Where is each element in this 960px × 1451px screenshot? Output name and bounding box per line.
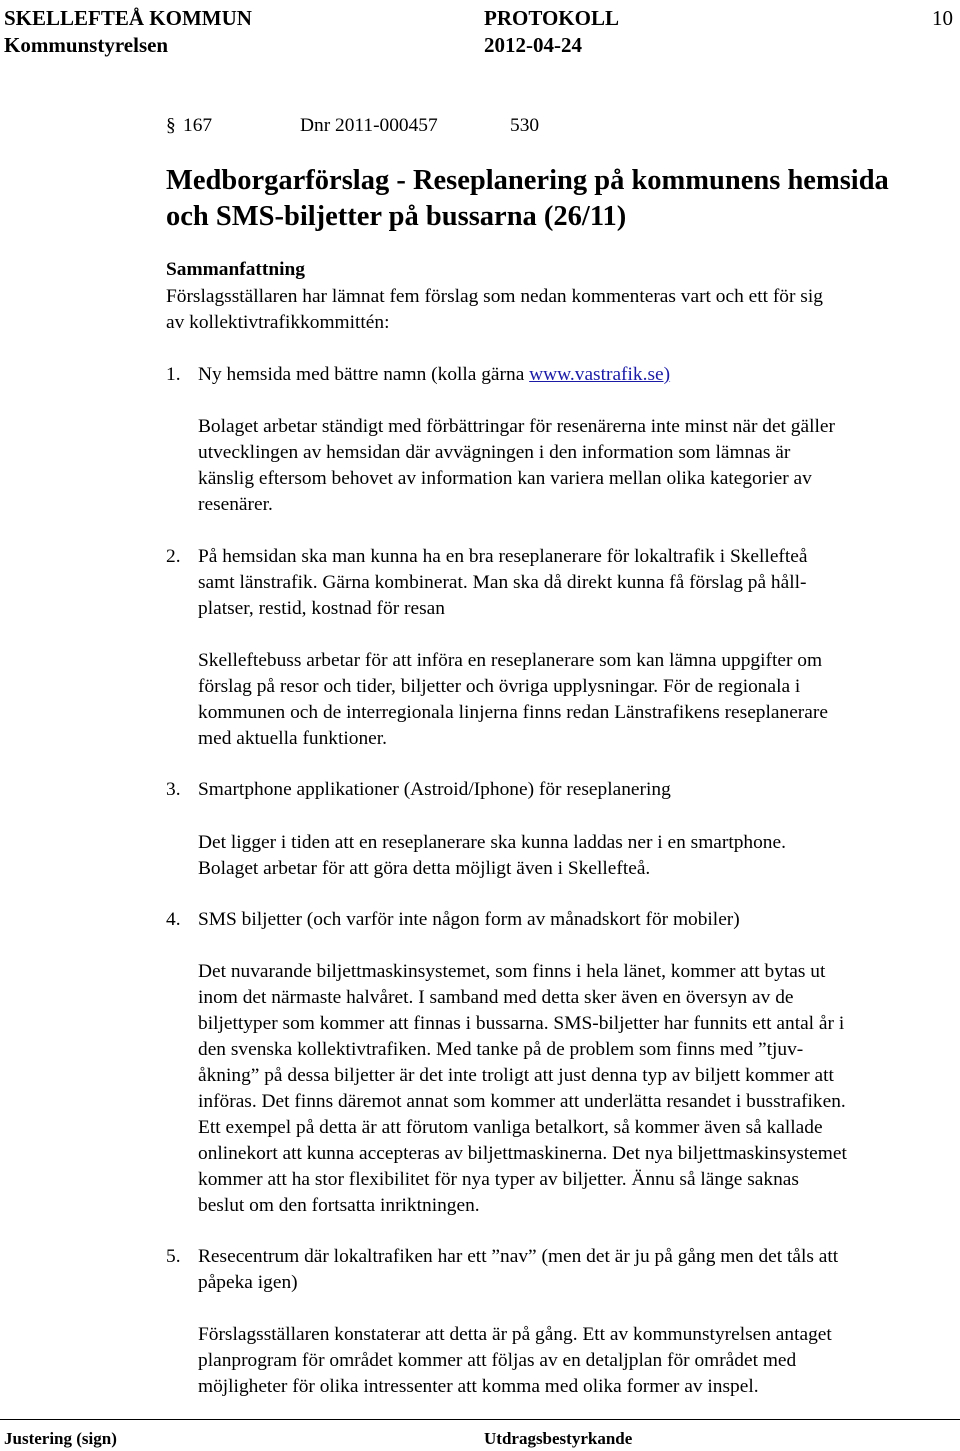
- item-4-proposal-line: SMS biljetter (och varför inte någon form av månadskort för mobiler): [198, 909, 740, 930]
- item-number: 1.: [166, 364, 181, 385]
- section-code: 530: [510, 115, 540, 136]
- item-4-response-line: Det nuvarande biljettmaskinsystemet, som finns i hela länet, kommer att bytas ut: [198, 961, 826, 982]
- item-4-response-line: beslut om den fortsatta inriktningen.: [198, 1195, 480, 1216]
- item-number: 5.: [166, 1246, 181, 1267]
- doc-type: PROTOKOLL: [484, 6, 619, 30]
- vastrafik-link[interactable]: www.vastrafik.se): [529, 364, 671, 385]
- item-4-response-line: den svenska kollektivtrafiken. Med tanke på de problem som finns med ”tjuv-: [198, 1039, 804, 1060]
- footer-divider: [0, 1419, 960, 1420]
- item-3-response-line: Det ligger i tiden att en reseplanerare ska kunna laddas ner i en smartphone.: [198, 832, 786, 853]
- meeting-date: 2012-04-24: [484, 33, 582, 57]
- item-number: 4.: [166, 909, 181, 930]
- item-5-proposal-line: Resecentrum där lokaltrafiken har ett ”nav” (men det är ju på gång men det tåls att: [198, 1246, 839, 1267]
- item-3-proposal-line: Smartphone applikationer (Astroid/Iphone) för reseplanering: [198, 779, 671, 800]
- item-number: 2.: [166, 546, 181, 567]
- page-title-line-1: Medborgarförslag - Reseplanering på kommunens hemsida: [166, 165, 889, 196]
- item-4-response-line: Ett exempel på detta är att förutom vanliga betalkort, så kommer även så kallade: [198, 1117, 823, 1138]
- summary-intro-line-1: Förslagsställaren har lämnat fem förslag som nedan kommenteras vart och ett för sig: [166, 286, 823, 307]
- item-3-response-line: Bolaget arbetar för att göra detta möjligt även i Skellefteå.: [198, 858, 651, 879]
- item-2-response-line: kommunen och de interregionala linjerna finns redan Länstrafikens reseplanerare: [198, 702, 828, 723]
- item-5-proposal-line: påpeka igen): [198, 1272, 298, 1293]
- item-5-response-line: möjligheter för olika intressenter att komma med olika former av inspel.: [198, 1376, 759, 1397]
- item-2-response-line: förslag på resor och tider, biljetter och övriga upplysningar. För de regionala i: [198, 676, 801, 697]
- footer-utdrag-label: Utdragsbestyrkande: [484, 1429, 633, 1448]
- item-5-response-line: planprogram för området kommer att följas av en detaljplan för området med: [198, 1350, 797, 1371]
- footer-justering-label: Justering (sign): [4, 1429, 117, 1448]
- dnr: Dnr 2011-000457: [300, 115, 438, 136]
- item-1-response-line: resenärer.: [198, 494, 273, 515]
- committee-name: Kommunstyrelsen: [4, 33, 169, 57]
- item-1-proposal: [198, 362, 670, 388]
- item-4-response-line: onlinekort att kunna accepteras av biljettmaskinerna. Det nya biljettmaskinsystemet: [198, 1143, 847, 1164]
- item-2-proposal-line: platser, restid, kostnad för resan: [198, 598, 445, 619]
- summary-intro-line-2: av kollektivtrafikkommittén:: [166, 312, 390, 333]
- item-4-response-line: inom det närmaste halvåret. I samband med detta sker även en översyn av de: [198, 987, 794, 1008]
- item-4-response-line: införas. Det finns däremot annat som kommer att underlätta resandet i busstrafiken.: [198, 1091, 846, 1112]
- item-5-response-line: Förslagsställaren konstaterar att detta är på gång. Ett av kommunstyrelsen antaget: [198, 1324, 832, 1345]
- page-number: 10: [932, 6, 953, 30]
- item-1-response-line: Bolaget arbetar ständigt med förbättringar för resenärerna inte minst när det gäller: [198, 416, 835, 437]
- item-1-proposal-text: Ny hemsida med bättre namn (kolla gärna: [198, 364, 530, 385]
- section-number: 167: [183, 115, 213, 136]
- item-4-response-line: åkning” på dessa biljetter är det inte troligt att just denna typ av biljett kommer att: [198, 1065, 834, 1086]
- summary-heading: Sammanfattning: [166, 259, 305, 280]
- item-2-response-line: Skelleftebuss arbetar för att införa en reseplanerare som kan lämna uppgifter om: [198, 650, 823, 671]
- paragraph-symbol: §: [166, 115, 176, 136]
- item-number: 3.: [166, 779, 181, 800]
- page-title-line-2: och SMS-biljetter på bussarna (26/11): [166, 201, 627, 232]
- item-2-proposal-line: samt länstrafik. Gärna kombinerat. Man ska då direkt kunna få förslag på håll-: [198, 572, 807, 593]
- item-1-response-line: utvecklingen av hemsidan där avvägningen i den information som lämnas är: [198, 442, 791, 463]
- item-2-response-line: med aktuella funktioner.: [198, 728, 388, 749]
- item-4-response-line: kommer att ha stor flexibilitet för nya typer av biljetter. Ännu så länge saknas: [198, 1169, 799, 1190]
- item-2-proposal-line: På hemsidan ska man kunna ha en bra reseplanerare för lokaltrafik i Skellefteå: [198, 546, 808, 567]
- org-name: SKELLEFTEÅ KOMMUN: [4, 6, 252, 30]
- item-4-response-line: biljettyper som kommer att finnas i bussarna. SMS-biljetter har funnits ett antal år i: [198, 1013, 845, 1034]
- item-1-response-line: känslig eftersom behovet av information kan variera mellan olika kategorier av: [198, 468, 812, 489]
